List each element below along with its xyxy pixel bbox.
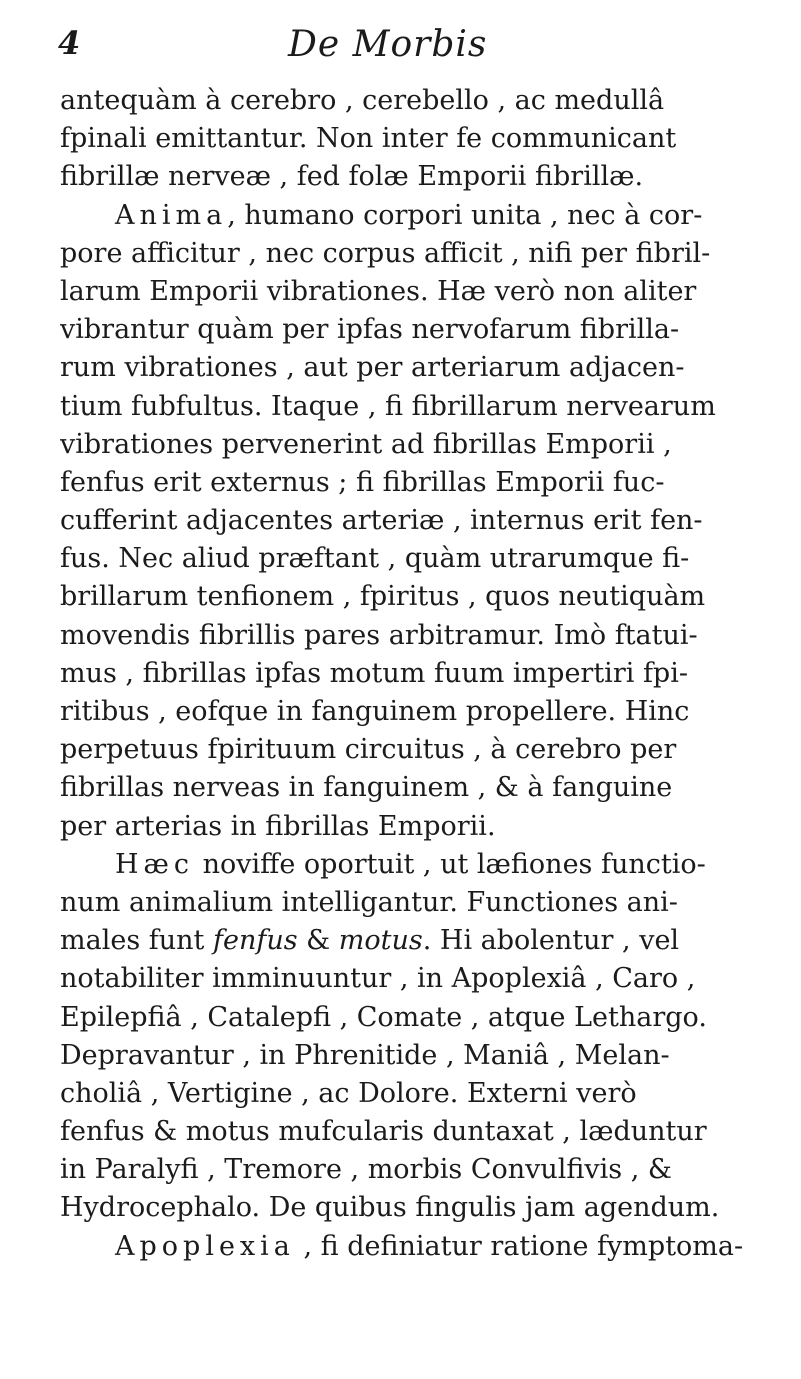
body-text (60, 82, 760, 1266)
text-line: pore afficitur , nec corpus afficit , nifi per fibril- (60, 237, 711, 269)
text-line: fenfus erit externus ; fi fibrillas Emporii fuc- (60, 466, 665, 498)
text-line: tium fubfultus. Itaque , fi fibrillarum nervearum (60, 390, 716, 422)
paragraph-start-line: Hæc noviffe oportuit , ut læfiones functio- (115, 848, 706, 880)
text-line: males funt fenfus & motus. Hi abolentur , vel (60, 925, 680, 957)
text-line: cufferint adjacentes arteriæ , internus erit fen- (60, 505, 703, 537)
paragraph-lead: Apoplexia (115, 1230, 295, 1262)
page-number: 4 (58, 24, 81, 62)
text-line: fenfus & motus mufcularis duntaxat , læduntur (60, 1116, 707, 1148)
text-line: fus. Nec aliud præftant , quàm utrarumque fi- (60, 543, 690, 575)
text-line: Hydrocephalo. De quibus fingulis jam agendum. (60, 1192, 720, 1224)
text-line: notabiliter imminuuntur , in Apoplexiâ , Caro , (60, 963, 696, 995)
paragraph-lead: Anima (115, 199, 228, 231)
paragraph-start-line: Apoplexia , fi definiatur ratione fymptoma- (115, 1230, 744, 1262)
text-line: ritibus , eofque in fanguinem propellere. Hinc (60, 696, 690, 727)
page-header (58, 24, 743, 74)
text-line: fibrillas nerveas in fanguinem , & à fanguine (60, 772, 673, 804)
italic-term: motus (338, 925, 423, 957)
text-line: rum vibrationes , aut per arteriarum adjacen- (60, 352, 685, 384)
text-line: vibrantur quàm per ipfas nervofarum fibrilla- (60, 314, 680, 346)
text-line: movendis fibrillis pares arbitramur. Imò ftatui- (60, 619, 698, 651)
text-line: Epilepfiâ , Catalepfi , Comate , atque Lethargo. (60, 1001, 707, 1033)
italic-term: fenfus (212, 925, 298, 957)
text-line: fibrillæ nerveæ , fed folæ Emporii fibrillæ. (60, 161, 644, 193)
text-line: per arterias in fibrillas Emporii. (60, 810, 496, 842)
paragraph-start-line: Anima, humano corpori unita , nec à cor- (115, 199, 703, 231)
text-line: choliâ , Vertigine , ac Dolore. Externi verò (60, 1077, 637, 1109)
text-line: perpetuus fpirituum circuitus , à cerebro per (60, 734, 677, 766)
text-line: brillarum tenfionem , fpiritus , quos neutiquàm (60, 581, 706, 613)
text-line: vibrationes pervenerint ad fibrillas Emporii , (60, 428, 672, 460)
text-line: antequàm à cerebro , cerebello , ac medullâ (60, 85, 665, 116)
text-line: in Paralyfi , Tremore , morbis Convulfivis , & (60, 1154, 672, 1186)
text-line: mus , fibrillas ipfas motum fuum impertiri fpi- (60, 657, 688, 689)
text-line: fpinali emittantur. Non inter fe communicant (60, 123, 677, 155)
paragraph-lead: Hæc (115, 848, 195, 880)
text-line: larum Emporii vibrationes. Hæ verò non aliter (60, 275, 697, 307)
text-line: num animalium intelligantur. Functiones ani- (60, 886, 678, 918)
text-line: Depravantur , in Phrenitide , Maniâ , Melan- (60, 1039, 670, 1071)
running-head: De Morbis (288, 24, 488, 65)
